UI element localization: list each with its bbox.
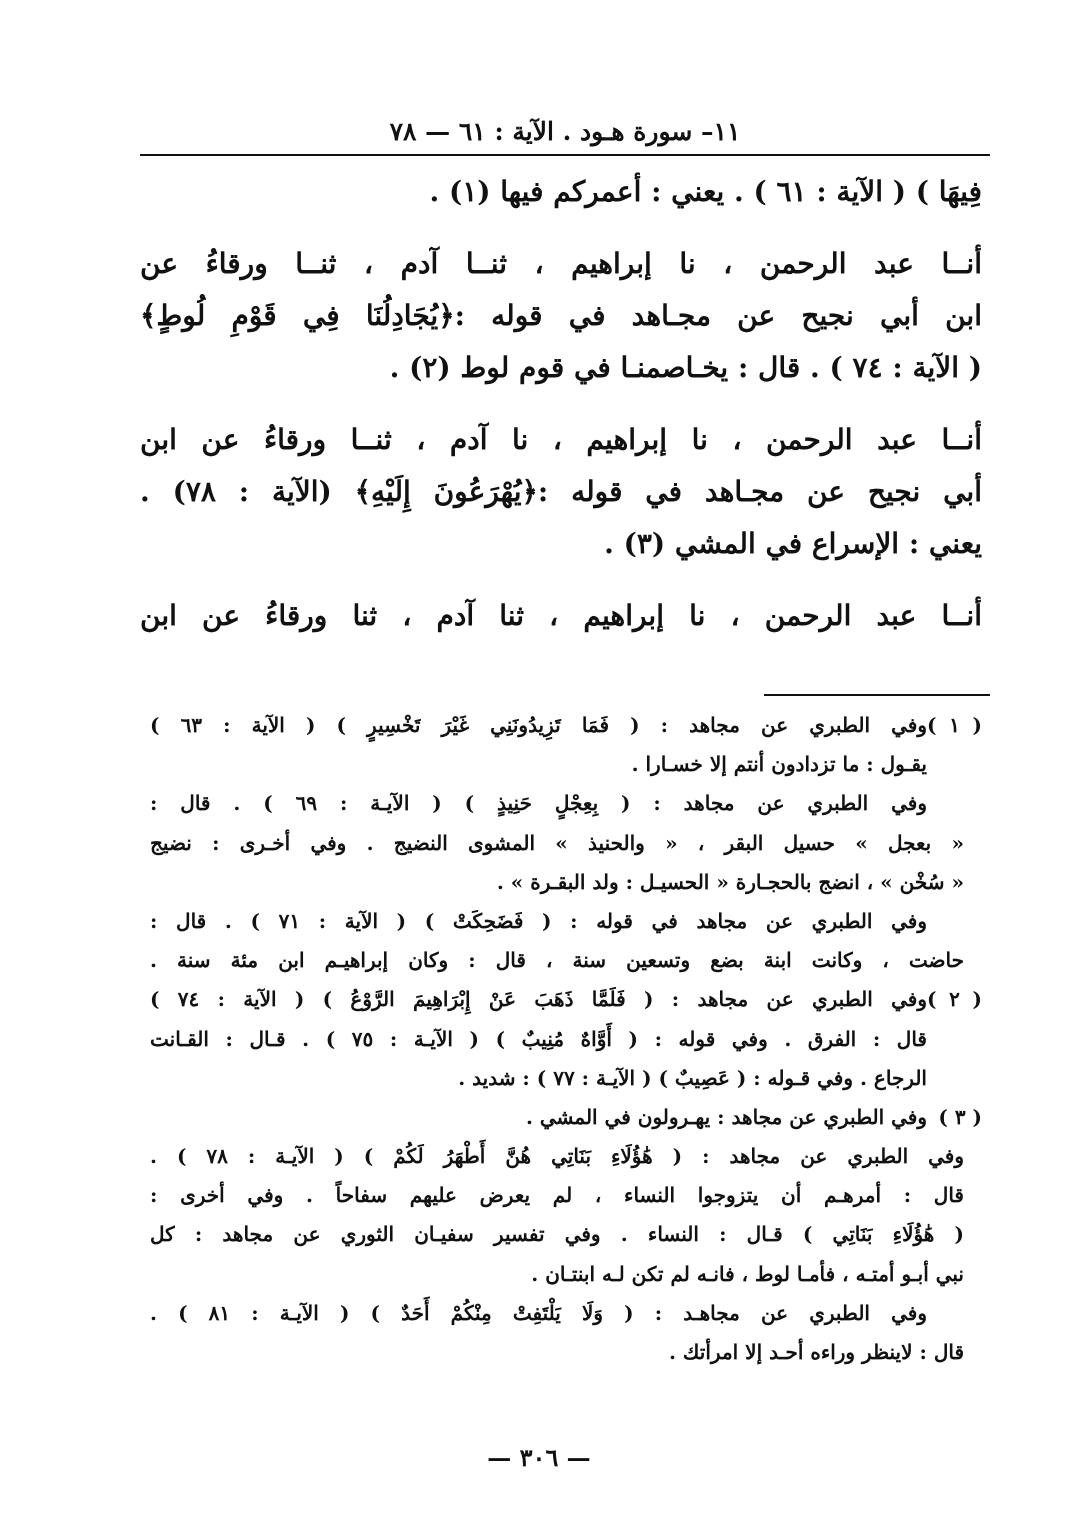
body-line: يعني : الإسراع في المشي (٣) . xyxy=(604,527,982,560)
footnote-text: « بعجل » حسيل البقر ، « والحنيذ » المشوى النضيج . وفي أخـرى : نضيج xyxy=(150,830,964,855)
body-line: أنــا عبد الرحمن ، نا إبراهيم ، ثنا آدم ، ثنا ورقاءُ عن ابن xyxy=(140,599,982,632)
footnote-rule xyxy=(764,694,990,696)
footnote-text: يقـول : ما تزدادون أنتم إلا خسـارا . xyxy=(631,752,927,777)
page-number: — ٣٠٦ — xyxy=(487,1443,591,1472)
footnote-line xyxy=(150,902,982,941)
footnote-text: وفي الطبري عن مجاهد : ( هَٰؤُلَاءِ بَنَاتِي هُنَّ أَطْهَرُ لَكُمْ ) ( الآيـة : ٧٨ ) . xyxy=(150,1144,964,1169)
body-line: أنــا عبد الرحمن ، نا إبراهيم ، ثنــا آدم ، ثنــا ورقاءُ عن xyxy=(140,247,982,280)
footnote-line xyxy=(150,745,982,784)
footnote-text: قال : أمرهـم أن يتزوجوا النساء ، لم يعرض عليهم سفاحاً . وفي أخرى : xyxy=(150,1183,964,1208)
body-line: أنــا عبد الرحمن ، نا إبراهيم ، نا آدم ، ثنــا ورقاءُ عن ابن xyxy=(140,423,982,456)
main-text xyxy=(140,166,982,642)
footnote-text: وفي الطبري عن مجاهد : ( بِعِجْلٍ حَنِيذٍ ) ( الآيـة : ٦٩ ) . قال : xyxy=(150,791,927,816)
footnote-text: الرجاع . وفي قـوله : ( عَصِيبٌ ) ( الآيـة : ٧٧ ) : شديد . xyxy=(458,1065,927,1090)
footnote-text: وفي الطبري عن مجاهد في قوله : ( فَضَحِكَتْ ) ( الآية : ٧١ ) . قال : xyxy=(150,908,927,933)
body-line: ( الآية : ٧٤ ) . قال : يخـاصمنـا في قوم لوط (٢) . xyxy=(389,351,982,384)
footnote-line xyxy=(150,941,982,980)
footnote-line xyxy=(150,1176,982,1215)
footnote-text: وفي الطبري عن مجاهد : ( فَمَا تَزِيدُونَنِي غَيْرَ تَخْسِيرٍ ) ( الآية : ٦٣ ) xyxy=(150,713,927,737)
footnote-line xyxy=(150,1215,982,1254)
running-header: ١١– سورة هـود . الآية : ٦١ — ٧٨ xyxy=(389,117,741,146)
footnote-text: ( هَٰؤُلَاءِ بَنَاتِي ) قـال : النساء . وفي تفسير سفيـان الثوري عن مجاهد : كل xyxy=(150,1222,964,1247)
footnote-line xyxy=(150,863,982,902)
footnote-number: ( ٣ ) xyxy=(938,1104,982,1129)
footnote-line xyxy=(150,980,982,1019)
footnote-number: ( ١ ) xyxy=(927,713,982,737)
footnote-line xyxy=(150,1020,982,1059)
footnote-line xyxy=(150,706,982,745)
paragraph-gap xyxy=(140,218,982,238)
footnote-line xyxy=(150,824,982,863)
footnote-text: وفي الطبري عن مجاهد : يهـرولون في المشي . xyxy=(525,1104,927,1129)
body-line: أبي نجيح عن مجـاهد في قوله :﴿يُهْرَعُونَ إِلَيْهِ﴾ (الآية : ٧٨) . xyxy=(140,475,982,508)
footnote-number: ( ٢ ) xyxy=(926,987,982,1012)
footnote-text: وفي الطبري عن مجاهـد : ( وَلَا يَلْتَفِتْ مِنْكُمْ أَحَدٌ ) ( الآيـة : ٨١ ) . xyxy=(150,1300,927,1325)
paragraph-gap xyxy=(140,394,982,414)
footnote-text: « سُخْن » ، انضج بالحجـارة « الحسيـل : ولد البقـرة » . xyxy=(496,869,964,894)
footnote-text: قال : الفرق . وفي قوله : ( أَوَّاهٌ مُنِيبٌ ) ( الآيـة : ٧٥ ) . قـال : القـانت xyxy=(150,1026,927,1051)
body-line: فِيهَا ) ( الآية : ٦١ ) . يعني : أعمركم فيها (١) . xyxy=(429,175,982,208)
footnotes xyxy=(150,706,982,1372)
paragraph-gap xyxy=(140,570,982,590)
footnote-text: وفي الطبري عن مجاهد : ( فَلَمَّا ذَهَبَ عَنْ إِبْرَاهِيمَ الرَّوْعُ ) ( الآية : ٧٤ ) xyxy=(150,987,927,1012)
footnote-line xyxy=(150,1059,982,1098)
footnote-text: حاضت ، وكانت ابنة بضع وتسعين سنة ، قال : وكان إبراهيـم ابن مئة سنة . xyxy=(150,948,964,973)
body-line: ابن أبي نجيح عن مجـاهد في قوله :﴿يُجَادِلُنَا فِي قَوْمِ لُوطٍ﴾ xyxy=(140,299,982,332)
header-rule xyxy=(140,154,990,156)
footnote-line xyxy=(150,1137,982,1176)
footnote-line xyxy=(150,1255,982,1294)
footnote-text: نبي أبـو أمتـه ، فأمـا لوط ، فانـه لم تكن لـه ابنتـان . xyxy=(531,1261,964,1286)
footnote-line xyxy=(150,1098,982,1137)
footnote-line xyxy=(150,1294,982,1333)
footnote-line xyxy=(150,1333,982,1372)
footnote-text: قال : لاينظر وراءه أحـد إلا امرأتك . xyxy=(669,1340,964,1364)
footnote-line xyxy=(150,784,982,823)
